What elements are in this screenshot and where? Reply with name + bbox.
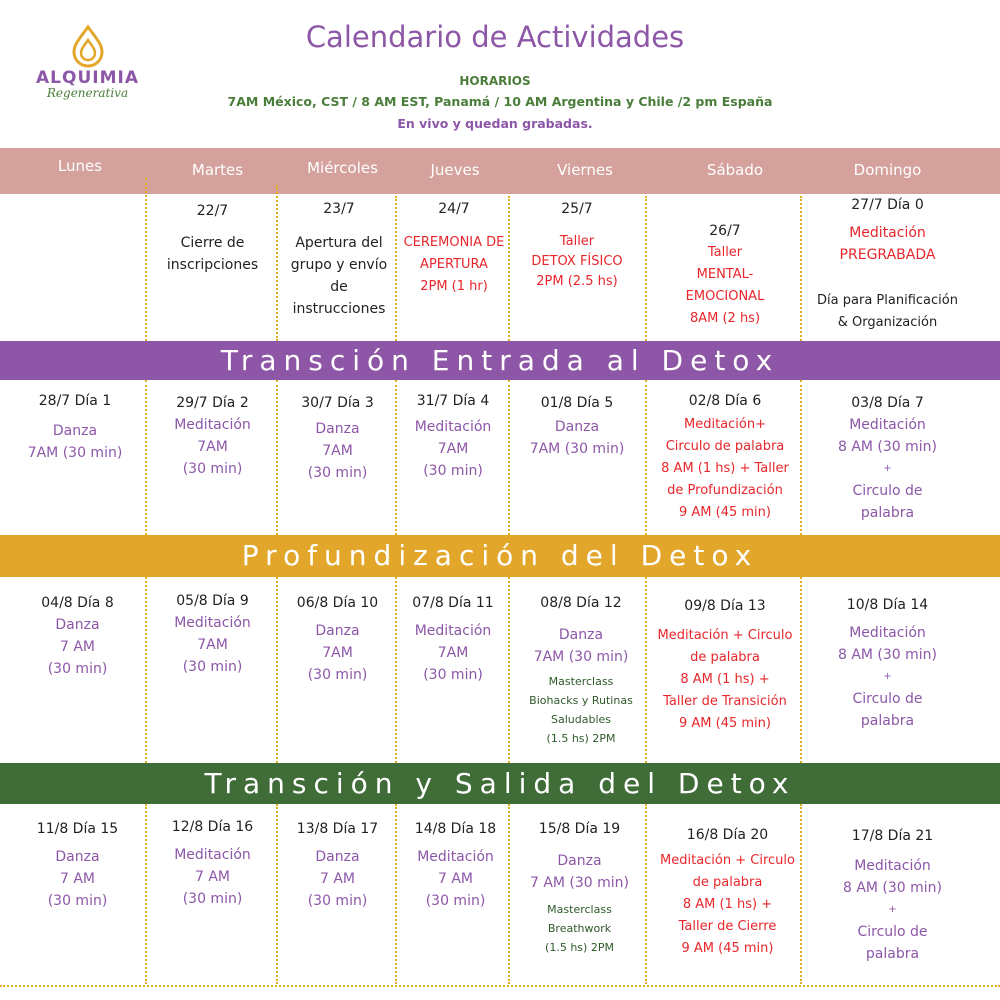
- day-tuesday: Martes: [191, 161, 244, 179]
- cell-line: Meditación: [849, 417, 926, 433]
- cell-27-7: [800, 194, 975, 334]
- column-divider: [145, 178, 147, 341]
- cell-line: Día para Planificación: [817, 293, 958, 308]
- cell-line: de palabra: [692, 875, 763, 890]
- cell-date: 04/8 Día 8: [41, 595, 114, 611]
- cell-date: 14/8 Día 18: [414, 821, 497, 837]
- cell-line: 7 AM: [59, 871, 95, 887]
- cell-line: Masterclass: [548, 675, 614, 688]
- cell-line: (30 min): [47, 893, 108, 909]
- cell-line: APERTURA: [420, 257, 488, 272]
- cell-date: 26/7: [709, 223, 741, 239]
- cell-date: 30/7 Día 3: [301, 395, 374, 411]
- cell-line: Taller: [707, 245, 743, 260]
- cell-date: 16/8 Día 20: [686, 827, 769, 843]
- cell-line: Meditación + Circulo: [660, 853, 795, 868]
- cell-line: (30 min): [423, 463, 483, 479]
- cell-line: (1.5 hs) 2PM: [546, 732, 616, 745]
- cell-line: 7AM (30 min): [533, 649, 629, 665]
- cell-date: 27/7 Día 0: [851, 197, 924, 213]
- cell-line: (30 min): [47, 661, 108, 677]
- cell-line: (30 min): [425, 893, 486, 909]
- day-thursday: Jueves: [430, 161, 480, 179]
- cell-line: Danza: [557, 853, 602, 869]
- column-divider: [276, 577, 278, 763]
- cell-22-7: [150, 200, 275, 276]
- cell-date: 24/7: [438, 201, 470, 217]
- cell-line: Meditación: [849, 225, 926, 241]
- cell-line: Circulo de palabra: [665, 439, 785, 454]
- cell-date: 11/8 Día 15: [36, 821, 119, 837]
- column-divider: [276, 185, 278, 341]
- cell-line: 8 AM (1 hs) + Taller: [661, 461, 789, 476]
- cell-line: Biohacks y Rutinas: [529, 694, 633, 707]
- cell-04-8: [10, 592, 145, 680]
- cell-line: 7AM: [322, 645, 353, 661]
- brand: [30, 68, 145, 100]
- cell-date: 01/8 Día 5: [540, 395, 614, 411]
- cell-17-8: [810, 825, 975, 965]
- cell-line: Danza: [315, 623, 360, 639]
- column-divider: [395, 804, 397, 984]
- cell-line: 9 AM (45 min): [681, 941, 774, 956]
- day-wednesday: Miércoles: [307, 159, 378, 177]
- cell-line: 7 AM: [437, 871, 473, 887]
- cell-line: 8 AM (1 hs) +: [682, 897, 773, 912]
- schedule-heading: HORARIOS: [459, 74, 531, 88]
- cell-line: & Organización: [837, 315, 938, 330]
- cell-date: 13/8 Día 17: [296, 821, 379, 837]
- cell-line: Danza: [315, 849, 360, 865]
- cell-line: de Profundización: [667, 483, 783, 498]
- cell-09-8: [650, 595, 800, 735]
- alquimia-logo-icon: [66, 24, 110, 68]
- cell-line: 7AM: [437, 645, 469, 661]
- cell-line: (30 min): [307, 893, 368, 909]
- cell-line: (30 min): [182, 891, 243, 907]
- cell-05-8: [150, 590, 275, 678]
- cell-29-7: [150, 392, 275, 480]
- column-divider: [145, 577, 147, 763]
- cell-line: instrucciones: [292, 301, 386, 317]
- cell-line: inscripciones: [166, 257, 259, 273]
- cell-15-8: [512, 818, 647, 957]
- cell-line: 7 AM: [59, 639, 95, 655]
- cell-line: (30 min): [307, 667, 368, 683]
- cell-08-8: [512, 592, 650, 748]
- cell-30-7: [280, 392, 395, 484]
- cell-line: 8AM (2 hs): [689, 311, 761, 326]
- cell-02-8: [650, 390, 800, 524]
- cell-line: 9 AM (45 min): [679, 716, 771, 731]
- day-monday: Lunes: [57, 157, 103, 175]
- column-divider: [800, 380, 802, 535]
- cell-line: Danza: [52, 423, 98, 439]
- cell-line: Meditación: [174, 847, 251, 863]
- cell-line: PREGRABADA: [839, 247, 936, 263]
- cell-line: 8 AM (30 min): [842, 880, 943, 896]
- cell-line: Danza: [55, 617, 100, 633]
- cell-03-8: [805, 392, 970, 524]
- cell-line: 8 AM (30 min): [837, 439, 938, 455]
- cell-line: Breathwork: [547, 922, 612, 935]
- cell-line: Meditación + Circulo: [657, 628, 793, 643]
- cell-date: 03/8 Día 7: [851, 395, 924, 411]
- cell-line: +: [883, 671, 892, 682]
- cell-line: Taller de Transición: [663, 694, 787, 709]
- cell-date: 06/8 Día 10: [296, 595, 379, 611]
- section-band-profundizacion: Profundización del Detox: [0, 535, 1000, 577]
- cell-25-7: [512, 198, 642, 292]
- cell-line: 2PM (1 hr): [420, 279, 488, 294]
- section-band-entrada: Transción Entrada al Detox: [0, 341, 1000, 380]
- cell-line: 7 AM: [319, 871, 355, 887]
- cell-line: 2PM (2.5 hs): [536, 274, 618, 289]
- days-header: [0, 148, 1000, 194]
- cell-date: 07/8 Día 11: [412, 595, 494, 611]
- cell-date: 09/8 Día 13: [684, 598, 766, 614]
- cell-line: Danza: [554, 419, 600, 435]
- cell-line: Cierre de: [180, 235, 245, 251]
- cell-line: Meditación+: [684, 417, 766, 432]
- cell-line: Taller: [559, 234, 595, 249]
- cell-line: Meditación: [174, 417, 251, 433]
- cell-date: 29/7 Día 2: [176, 395, 249, 411]
- cell-31-7: [398, 390, 508, 482]
- cell-line: 8 AM (30 min): [837, 647, 938, 663]
- cell-line: Circulo de: [857, 924, 928, 940]
- cell-07-8: [398, 592, 508, 686]
- cell-line: Meditación: [414, 419, 492, 435]
- cell-line: 7AM: [437, 441, 469, 457]
- cell-line: Danza: [558, 627, 604, 643]
- column-divider: [508, 577, 510, 763]
- column-divider: [800, 577, 802, 763]
- cell-01-8: [512, 392, 642, 460]
- cell-line: Taller de Cierre: [678, 919, 777, 934]
- cell-line: Circulo de: [852, 691, 923, 707]
- day-friday: Viernes: [557, 161, 613, 179]
- cell-line: Apertura del: [295, 235, 383, 251]
- cell-line: 7 AM: [194, 869, 230, 885]
- schedule-note: En vivo y quedan grabadas.: [397, 116, 593, 131]
- cell-line: palabra: [860, 713, 915, 729]
- cell-date: 25/7: [561, 201, 593, 217]
- cell-date: 02/8 Día 6: [688, 393, 762, 409]
- cell-28-7: [10, 390, 140, 464]
- cell-line: CEREMONIA DE: [403, 235, 505, 250]
- column-divider: [508, 380, 510, 535]
- cell-date: 17/8 Día 21: [851, 828, 934, 844]
- cell-12-8: [150, 816, 275, 910]
- cell-line: 8 AM (1 hs) +: [680, 672, 770, 687]
- cell-date: 28/7 Día 1: [38, 393, 112, 409]
- column-divider: [145, 380, 147, 535]
- cell-date: 08/8 Día 12: [540, 595, 622, 611]
- cell-16-8: [650, 824, 805, 960]
- page-title: Calendario de Actividades: [305, 20, 685, 54]
- cell-date: 31/7 Día 4: [416, 393, 490, 409]
- column-divider: [395, 577, 397, 763]
- cell-line: palabra: [860, 505, 915, 521]
- cell-line: de palabra: [690, 650, 760, 665]
- brand-tagline: Regenerativa: [46, 86, 129, 100]
- cell-line: 7AM (30 min): [27, 445, 123, 461]
- cell-14-8: [398, 818, 513, 912]
- column-divider: [145, 804, 147, 984]
- cell-line: (30 min): [307, 465, 368, 481]
- cell-date: 10/8 Día 14: [846, 597, 929, 613]
- cell-line: EMOCIONAL: [685, 289, 765, 304]
- cell-line: +: [888, 904, 897, 915]
- day-sunday: Domingo: [853, 161, 922, 179]
- cell-line: Saludables: [550, 713, 611, 726]
- cell-date: 12/8 Día 16: [171, 819, 254, 835]
- cell-line: 7AM (30 min): [529, 441, 625, 457]
- cell-line: Meditación: [854, 858, 931, 874]
- cell-line: MENTAL-: [696, 267, 754, 282]
- column-divider: [395, 380, 397, 535]
- cell-line: grupo y envío de: [290, 257, 388, 295]
- cell-23-7: [280, 198, 398, 320]
- cell-line: 7AM: [197, 439, 228, 455]
- cell-11-8: [10, 818, 145, 912]
- cell-line: DETOX FÍSICO: [531, 254, 623, 269]
- cell-line: Danza: [55, 849, 100, 865]
- cell-line: (30 min): [182, 659, 243, 675]
- cell-line: 7AM: [322, 443, 353, 459]
- cell-line: Masterclass: [547, 903, 612, 916]
- cell-line: Danza: [315, 421, 360, 437]
- cell-date: 15/8 Día 19: [538, 821, 621, 837]
- cell-line: Meditación: [174, 615, 251, 631]
- column-divider: [276, 804, 278, 984]
- cell-line: (30 min): [423, 667, 483, 683]
- cell-date: 23/7: [323, 201, 355, 217]
- schedule-times: 7AM México, CST / 8 AM EST, Panamá / 10 AM Argentina y Chile /2 pm España: [227, 94, 773, 109]
- cell-line: (30 min): [182, 461, 243, 477]
- cell-line: palabra: [865, 946, 920, 962]
- cell-date: 22/7: [196, 203, 229, 219]
- cell-line: 7 AM (30 min): [529, 875, 630, 891]
- column-divider: [645, 196, 647, 341]
- day-saturday: Sábado: [706, 161, 764, 179]
- cell-10-8: [805, 594, 970, 732]
- cell-line: +: [883, 463, 892, 474]
- cell-line: (1.5 hs) 2PM: [545, 941, 614, 954]
- cell-line: 7AM: [197, 637, 228, 653]
- cell-date: 05/8 Día 9: [176, 593, 249, 609]
- column-divider: [276, 380, 278, 535]
- cell-line: 9 AM (45 min): [679, 505, 771, 520]
- column-divider: [645, 380, 647, 535]
- cell-24-7: [398, 198, 510, 298]
- cell-line: Meditación: [417, 849, 494, 865]
- cell-line: Meditación: [414, 623, 492, 639]
- cell-line: Meditación: [849, 625, 926, 641]
- brand-name: ALQUIMIA: [36, 68, 139, 88]
- cell-26-7: [650, 220, 800, 330]
- cell-06-8: [280, 592, 395, 686]
- cell-line: Circulo de: [852, 483, 923, 499]
- bottom-divider: [0, 985, 1000, 987]
- section-band-salida: Transción y Salida del Detox: [0, 763, 1000, 804]
- cell-13-8: [280, 818, 395, 912]
